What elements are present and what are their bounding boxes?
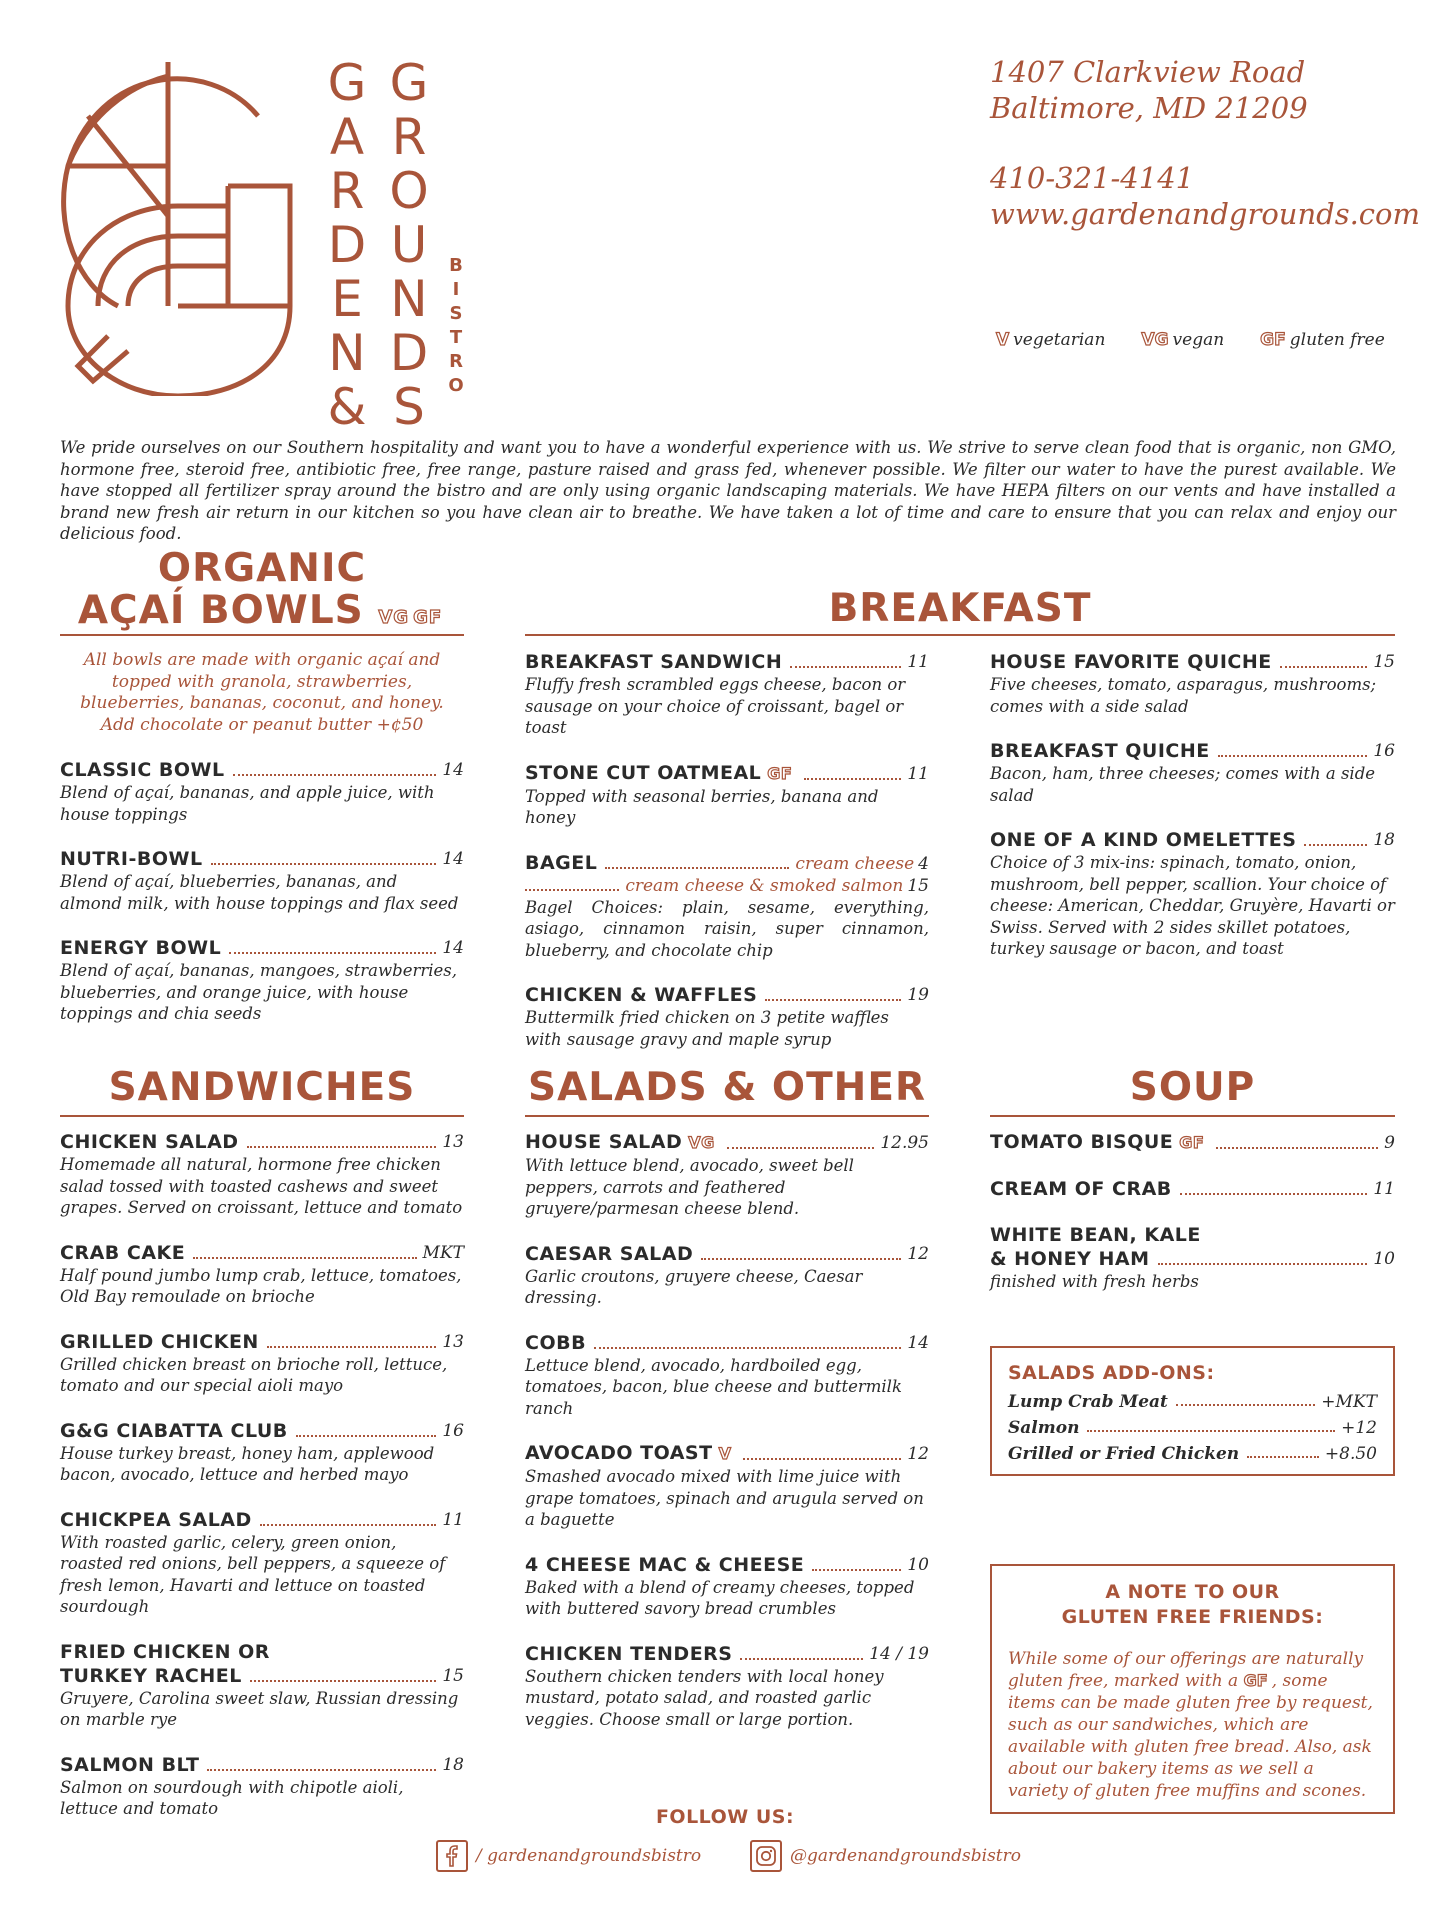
addon-price: +12 (1341, 1418, 1377, 1438)
item-price: 12 (907, 1243, 929, 1264)
item-description: Southern chicken tenders with local honey mustard, potato salad, and roasted garlic veggies. Choose small or large portion. (525, 1666, 884, 1729)
gluten-free-note-box (990, 1564, 1395, 1814)
item-name: CLASSIC BOWL (60, 759, 225, 781)
item-price: 19 (907, 985, 929, 1005)
item-price: 10 (1373, 1249, 1395, 1269)
logo-letter: O (389, 162, 429, 220)
item-price: 18 (1373, 830, 1395, 850)
acai-addon-note: Add chocolate or peanut butter +¢50 (100, 714, 424, 735)
item-price: 15 (442, 1665, 464, 1686)
menu-item (60, 1241, 464, 1308)
breakfast-rule (525, 634, 1395, 636)
salads-title: SALADS & OTHER (527, 1065, 926, 1110)
breakfast-column-right (990, 650, 1395, 982)
menu-item (60, 758, 464, 825)
gluten-free-note-title: A NOTE TO OUR GLUTEN FREE FRIENDS: (1061, 1581, 1324, 1628)
item-price: 14 (442, 849, 464, 869)
legend-label: vegetarian (1013, 330, 1106, 350)
menu-item (60, 936, 464, 1025)
salads-column (525, 1130, 929, 1752)
logo-letters-grounds (384, 56, 434, 434)
logo-letter: B (449, 255, 463, 276)
item-price: 14 (442, 938, 464, 958)
instagram-handle[interactable]: @gardenandgroundsbistro (790, 1846, 1021, 1866)
item-name: HOUSE FAVORITE QUICHE (990, 651, 1272, 673)
item-name: ONE OF A KIND OMELETTES (990, 829, 1297, 851)
item-price: MKT (422, 1242, 464, 1263)
item-description: Garlic croutons, gruyere cheese, Caesar dressing. (525, 1266, 863, 1307)
item-description: With lettuce blend, avocado, sweet bell peppers, carrots and feathered gruyere/parmesan cheese blend. (525, 1156, 854, 1218)
item-description: Gruyere, Carolina sweet slaw, Russian dressing on marble rye (60, 1688, 459, 1729)
item-name: CHICKPEA SALAD (60, 1508, 252, 1531)
item-name: ENERGY BOWL (60, 937, 222, 959)
item-description: Half pound jumbo lump crab, lettuce, tomatoes, Old Bay remoulade on brioche (60, 1265, 462, 1306)
item-name: G&G CIABATTA CLUB (60, 1419, 288, 1442)
item-description: Buttermilk fried chicken on 3 petite waffles with sausage gravy and maple syrup (525, 1008, 889, 1049)
logo-letter: T (449, 327, 463, 348)
item-description: Bagel Choices: plain, sesame, everything, asiago, cinnamon raisin, super cinnamon, blueberry, and chocolate chip (525, 897, 929, 960)
addon-row (1008, 1418, 1377, 1438)
menu-item (990, 1177, 1395, 1201)
item-description: Salmon on sourdough with chipotle aioli, lettuce and tomato (60, 1777, 404, 1818)
item-price: 14 (442, 760, 464, 780)
item-price: 16 (442, 1420, 464, 1441)
item-description: finished with fresh herbs (990, 1272, 1199, 1291)
gluten-free-badge: GF (1243, 1671, 1268, 1690)
item-name: STONE CUT OATMEAL GF (525, 761, 793, 784)
addon-row (1008, 1392, 1377, 1412)
menu-item (60, 1640, 464, 1731)
legend-vegan (1141, 330, 1224, 350)
menu-item (525, 1331, 929, 1420)
gluten-free-badge: GF (767, 763, 793, 783)
item-description: Five cheeses, tomato, asparagus, mushrooms; comes with a side salad (990, 675, 1377, 716)
logo-letter: S (449, 303, 463, 324)
addon-name: Grilled or Fried Chicken (1008, 1444, 1240, 1464)
logo-letters-bistro (446, 254, 466, 398)
item-price: 11 (907, 652, 929, 672)
item-description: Bacon, ham, three cheeses; comes with a side salad (990, 764, 1376, 805)
menu-item (60, 1330, 464, 1397)
gluten-free-badge: GF (413, 607, 443, 628)
legend-vegetarian (996, 330, 1105, 350)
street-address: 1407 Clarkview Road (990, 55, 1306, 89)
menu-item (990, 1223, 1395, 1293)
item-price: 4 (918, 853, 929, 874)
instagram-icon[interactable] (750, 1840, 782, 1872)
menu-item (525, 1441, 929, 1531)
sandwiches-column (60, 1130, 464, 1842)
menu-item (60, 1419, 464, 1486)
menu-item (60, 1753, 464, 1820)
breakfast-title: BREAKFAST (828, 586, 1092, 631)
logo-letter: N (390, 270, 428, 328)
item-price: 14 (907, 1332, 929, 1353)
contact-block (990, 54, 1421, 232)
website-link[interactable]: www.gardenandgrounds.com (990, 197, 1421, 231)
sandwiches-rule (60, 1115, 464, 1117)
menu-item (525, 650, 929, 739)
item-name: COBB (525, 1331, 587, 1354)
item-name: TURKEY RACHEL (60, 1664, 242, 1687)
legend-label: vegan (1172, 330, 1225, 350)
intro-paragraph: We pride ourselves on our Southern hospitality and want you to have a wonderful experience with us. We strive to serve clean food that is organic, non GMO, hormone free, steroid free, antibiotic free, free range, pasture raised and grass fed, whenever possible. We filter our water to have the purest available. We have stopped all fertilizer spray around the bistro and are only using organic landscaping materials. We have HEPA filters on our vents and have installed a brand new fresh air return in our kitchen so you have clean air to breathe. We have taken a lot of time and care to ensure that you can relax and enjoy our delicious food. (60, 438, 1396, 543)
menu-item (990, 650, 1395, 717)
acai-note: All bowls are made with organic açaí and topped with granola, strawberries, blueberries, bananas, coconut, and honey. (80, 650, 444, 713)
menu-item (60, 1130, 464, 1219)
item-price: 11 (1373, 1179, 1395, 1199)
menu-item (990, 1130, 1395, 1155)
logo-letter: G (327, 54, 367, 112)
item-name: 4 CHEESE MAC & CHEESE (525, 1553, 805, 1576)
logo-letter: E (331, 270, 363, 328)
menu-item (525, 761, 929, 829)
item-name: AVOCADO TOAST V (525, 1442, 732, 1464)
item-name: BREAKFAST SANDWICH (525, 651, 783, 673)
acai-title (60, 548, 464, 639)
logo-letter: R (449, 351, 463, 372)
item-name: FRIED CHICKEN OR (60, 1640, 270, 1663)
diet-legend (996, 330, 1385, 350)
item-price: 11 (907, 763, 929, 784)
item-price: 13 (442, 1331, 464, 1352)
item-name: CAESAR SALAD (525, 1242, 694, 1265)
legend-label: gluten free (1289, 330, 1385, 350)
logo-letter: N (328, 324, 366, 382)
addon-price: +8.50 (1324, 1444, 1377, 1464)
item-name: SALMON BLT (60, 1753, 200, 1776)
logo-letter: R (391, 108, 427, 166)
vegan-badge: VG (688, 1133, 715, 1152)
item-description: With roasted garlic, celery, green onion, roasted red onions, bell peppers, a squeeze of fresh lemon, Havarti and lettuce on toasted sourdough (60, 1532, 446, 1616)
facebook-link[interactable] (436, 1840, 701, 1872)
addon-row (1008, 1444, 1377, 1464)
item-description: Blend of açaí, blueberries, bananas, and almond milk, with house toppings and flax seed (60, 872, 459, 913)
menu-item (60, 1508, 464, 1618)
vegetarian-badge: V (996, 330, 1010, 350)
menu-item (990, 739, 1395, 806)
item-name: CHICKEN TENDERS (525, 1642, 733, 1665)
acai-title-line2: AÇAÍ BOWLS VG GF (77, 588, 443, 633)
logo-letters-garden (322, 56, 372, 434)
item-price: 15 (1373, 652, 1395, 672)
item-price: 14 / 19 (869, 1643, 929, 1664)
facebook-icon[interactable] (436, 1840, 468, 1872)
logo-emblem (58, 56, 302, 396)
logo-letter: G (389, 54, 429, 112)
vegan-badge: VG (1141, 330, 1169, 350)
item-name: CRAB CAKE (60, 1241, 186, 1264)
addons-title: SALADS ADD-ONS: (1008, 1362, 1215, 1384)
item-price: 15 (907, 875, 929, 896)
menu-item (525, 1553, 929, 1620)
item-name: HOUSE SALAD VG (525, 1131, 715, 1153)
menu-item (990, 828, 1395, 960)
breakfast-column-left (525, 650, 929, 1072)
item-price: 16 (1373, 741, 1395, 761)
logo-letter: R (329, 162, 365, 220)
soup-title: SOUP (1129, 1065, 1256, 1110)
item-name: GRILLED CHICKEN (60, 1330, 259, 1353)
item-description: Smashed avocado mixed with lime juice with grape tomatoes, spinach and arugula served on a baguette (525, 1467, 924, 1529)
item-description: Choice of 3 mix-ins: spinach, tomato, onion, mushroom, bell pepper, scallion. Your choice of cheese: American, Cheddar, Gruyère, Havarti or Swiss. Served with 2 sides skillet potatoes, turkey sausage or bacon, and toast (990, 853, 1395, 958)
city-address: Baltimore, MD 21209 (990, 91, 1308, 125)
menu-item (525, 1642, 929, 1731)
phone-number[interactable]: 410-321-4141 (990, 161, 1195, 195)
logo-letter: A (329, 108, 365, 166)
vegetarian-badge: V (718, 1444, 732, 1463)
bagel-option: cream cheese & smoked salmon (625, 875, 904, 896)
menu-item (525, 1130, 929, 1220)
item-name: CREAM OF CRAB (990, 1178, 1172, 1200)
logo-letter: D (389, 324, 429, 382)
acai-rule (60, 634, 464, 636)
item-description: Blend of açaí, bananas, mangoes, strawberries, blueberries, and orange juice, with house toppings and chia seeds (60, 961, 457, 1023)
item-price: 12 (907, 1444, 929, 1464)
item-price: 13 (442, 1132, 464, 1152)
item-description: Lettuce blend, avocado, hardboiled egg, tomatoes, bacon, blue cheese and buttermilk ranch (525, 1355, 902, 1418)
item-description: Baked with a blend of creamy cheeses, topped with buttered savory bread crumbles (525, 1577, 915, 1618)
logo-letter: O (448, 375, 464, 396)
soup-column (990, 1130, 1395, 1315)
item-description: Blend of açaí, bananas, and apple juice, with house toppings (60, 783, 435, 824)
item-description: Topped with seasonal berries, banana and honey (525, 786, 879, 827)
item-price: 12.95 (880, 1133, 929, 1153)
item-price: 11 (442, 1509, 464, 1530)
sandwiches-title: SANDWICHES (108, 1065, 416, 1110)
logo-letter: I (452, 279, 460, 300)
item-name: BAGEL (525, 851, 598, 874)
vegan-badge: VG (378, 607, 410, 628)
item-name: CHICKEN SALAD (60, 1131, 239, 1153)
facebook-handle[interactable]: / gardenandgroundsbistro (476, 1846, 702, 1866)
item-description: House turkey breast, honey ham, applewood bacon, avocado, lettuce and herbed mayo (60, 1443, 435, 1484)
follow-us-heading: FOLLOW US: (655, 1806, 795, 1828)
logo-letter: D (327, 216, 367, 274)
item-name: CHICKEN & WAFFLES (525, 984, 758, 1006)
salads-rule (525, 1115, 929, 1117)
logo-letter: & (327, 378, 367, 436)
item-name: WHITE BEAN, KALE (990, 1224, 1201, 1246)
gluten-free-note-text: While some of our offerings are naturally gluten free, marked with a GF , some items can be made gluten free by request, such as our sandwiches, which are available with gluten free bread. Also, ask about our bakery items as we sell a variety of gluten free muffins and scones. (1008, 1649, 1373, 1801)
addon-name: Lump Crab Meat (1008, 1392, 1168, 1412)
soup-rule (990, 1115, 1395, 1117)
gluten-free-badge: GF (1260, 330, 1286, 350)
legend-gluten-free (1260, 330, 1385, 350)
item-name: & HONEY HAM (990, 1248, 1150, 1270)
bagel-option: cream cheese (795, 853, 915, 874)
item-description: Homemade all natural, hormone free chicken salad tossed with toasted cashews and sweet grapes. Served on croissant, lettuce and tomato (60, 1155, 463, 1217)
acai-title-line1: ORGANIC (157, 546, 367, 591)
item-name: BREAKFAST QUICHE (990, 740, 1210, 762)
gluten-free-badge: GF (1179, 1133, 1205, 1152)
item-price: 10 (907, 1554, 929, 1575)
item-description: Grilled chicken breast on brioche roll, lettuce, tomato and our special aioli mayo (60, 1354, 448, 1395)
addon-name: Salmon (1008, 1418, 1080, 1438)
instagram-link[interactable] (750, 1840, 1021, 1872)
item-name: NUTRI-BOWL (60, 848, 203, 870)
menu-item (60, 847, 464, 914)
acai-column (60, 650, 464, 1047)
salad-addons-box (990, 1346, 1395, 1476)
addon-price: +MKT (1321, 1392, 1377, 1412)
menu-item (525, 983, 929, 1050)
item-description: Fluffy fresh scrambled eggs cheese, bacon or sausage on your choice of croissant, bagel or toast (525, 675, 906, 737)
menu-item (525, 1242, 929, 1309)
item-price: 9 (1384, 1133, 1395, 1153)
logo-letter: U (390, 216, 428, 274)
item-name: TOMATO BISQUE GF (990, 1131, 1205, 1153)
menu-item-bagel (525, 851, 929, 962)
logo-letter: S (393, 378, 425, 436)
item-price: 18 (442, 1754, 464, 1775)
